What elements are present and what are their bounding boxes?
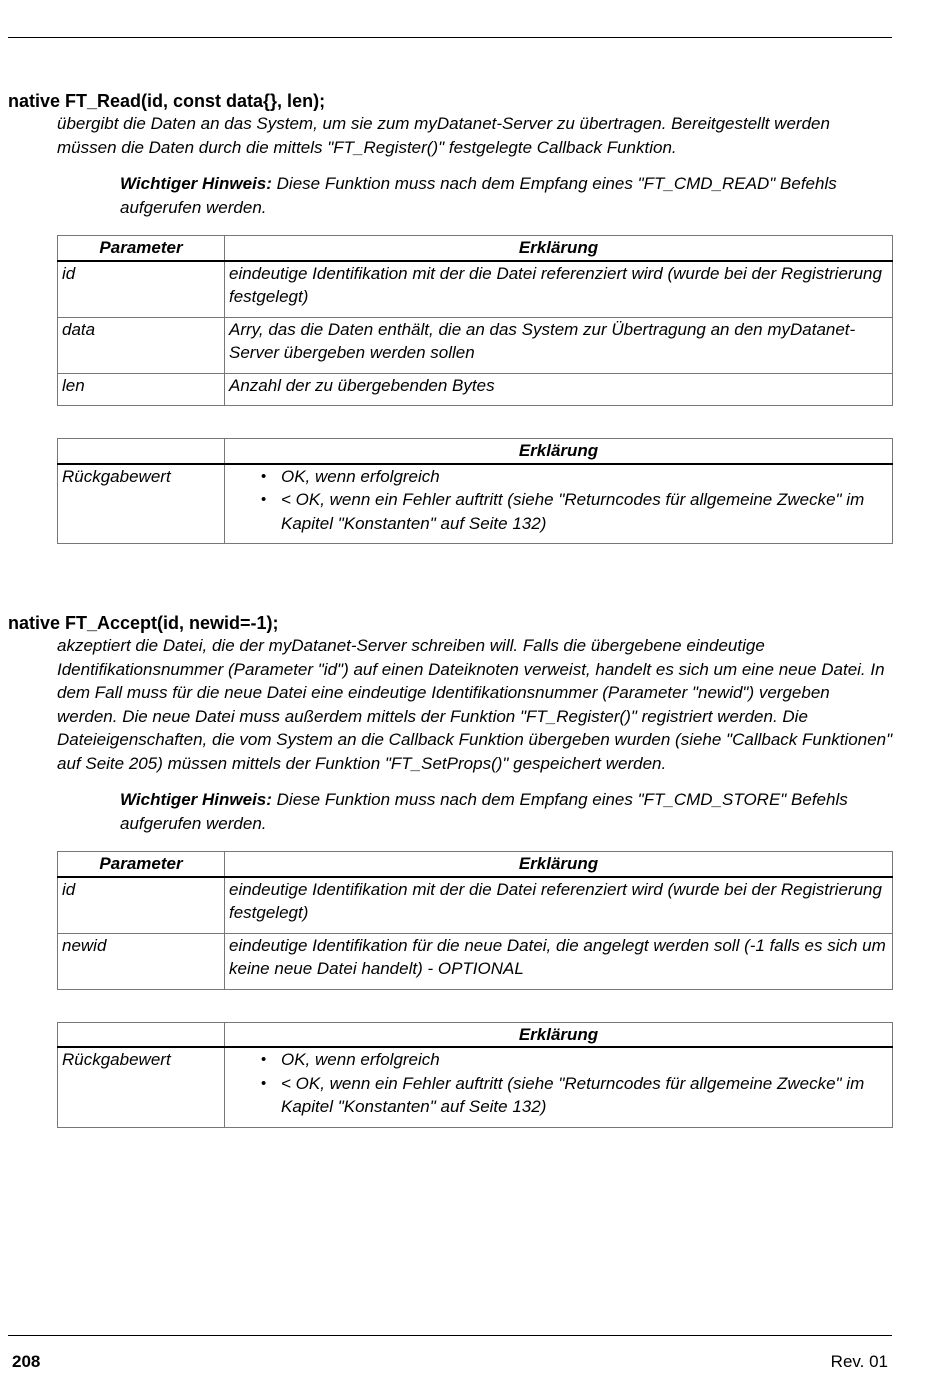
- return-label: Rückgabewert: [58, 464, 225, 544]
- list-item: • OK, wenn erfolgreich: [281, 1048, 888, 1072]
- param-description: eindeutige Identifikation für die neue Datei, die angelegt werden soll (-1 falls es sich um keine neue Datei handelt) - OPTIONAL: [225, 933, 893, 989]
- revision-label: Rev. 01: [830, 1352, 888, 1371]
- return-list: [229, 465, 888, 536]
- table-header-row: [58, 236, 893, 261]
- page-number: 208: [12, 1352, 41, 1371]
- list-item: • < OK, wenn ein Fehler auftritt (siehe "Returncodes für allgemeine Zwecke" im Kapitel "Konstanten" auf Seite 132): [281, 1072, 888, 1119]
- table-row: [58, 373, 893, 406]
- return-value-table: [57, 1022, 893, 1128]
- table-header-row: [58, 852, 893, 877]
- note-text: Diese Funktion muss nach dem Empfang eines "FT_CMD_READ" Befehls aufgerufen werden.: [120, 174, 837, 217]
- return-label: Rückgabewert: [58, 1047, 225, 1127]
- function-description: akzeptiert die Datei, die der myDatanet-Server schreiben will. Falls die übergebene eindeutige Identifikationsnummer (Parameter "id") auf einen Dateiknoten verweist, handelt es sich um eine neue Datei. In dem Fall muss für die neue Datei eine eindeutige Identifikationsnummer (Parameter "newid") vergeben werden. Die neue Datei muss außerdem mittels der Funktion "FT_Register()" registriert werden. Die Dateieigenschaften, die vom System an die Callback Funktion übergeben wurden (siehe "Callback Funktionen" auf Seite 205) müssen mittels der Funktion "FT_SetProps()" gespeichert werden.: [57, 636, 893, 773]
- footer-rule: [8, 1335, 892, 1336]
- table-row: [58, 261, 893, 318]
- important-note: [120, 788, 860, 835]
- explanation-column-header: Erklärung: [225, 439, 893, 464]
- function-description: übergibt die Daten an das System, um sie zum myDatanet-Server zu übertragen. Bereitgestellt werden müssen die Daten durch die mittels "FT_Register()" festgelegte Callback Funktion.: [57, 114, 830, 157]
- empty-header-cell: [58, 1022, 225, 1047]
- return-description: [225, 1047, 893, 1127]
- parameter-column-header: Parameter: [58, 236, 225, 261]
- function-section-ft-accept: [8, 612, 892, 1128]
- note-text: Diese Funktion muss nach dem Empfang eines "FT_CMD_STORE" Befehls aufgerufen werden.: [120, 790, 848, 833]
- header-rule: [8, 37, 892, 38]
- explanation-column-header: Erklärung: [225, 236, 893, 261]
- param-description: eindeutige Identifikation mit der die Datei referenziert wird (wurde bei der Registrierung festgelegt): [225, 877, 893, 934]
- param-name: len: [58, 373, 225, 406]
- table-row: [58, 933, 893, 989]
- return-value-table: [57, 438, 893, 544]
- parameter-column-header: Parameter: [58, 852, 225, 877]
- table-row: [58, 464, 893, 544]
- return-description: [225, 464, 893, 544]
- function-section-ft-read: [8, 90, 892, 544]
- param-description: Arry, das die Daten enthält, die an das System zur Übertragung an den myDatanet-Server übergeben werden sollen: [225, 317, 893, 373]
- table-row: [58, 317, 893, 373]
- param-name: id: [58, 877, 225, 934]
- empty-header-cell: [58, 439, 225, 464]
- function-signature: native FT_Accept(id, newid=-1);: [8, 613, 279, 633]
- function-signature: native FT_Read(id, const data{}, len);: [8, 91, 326, 111]
- parameter-table: [57, 851, 893, 990]
- list-item: • < OK, wenn ein Fehler auftritt (siehe "Returncodes für allgemeine Zwecke" im Kapitel "Konstanten" auf Seite 132): [281, 488, 888, 535]
- table-row: [58, 877, 893, 934]
- important-note: [120, 172, 860, 219]
- table-row: [58, 1047, 893, 1127]
- explanation-column-header: Erklärung: [225, 1022, 893, 1047]
- explanation-column-header: Erklärung: [225, 852, 893, 877]
- param-name: data: [58, 317, 225, 373]
- parameter-table: [57, 235, 893, 406]
- note-label: Wichtiger Hinweis:: [120, 174, 272, 193]
- param-description: Anzahl der zu übergebenden Bytes: [225, 373, 893, 406]
- table-header-row: [58, 439, 893, 464]
- table-header-row: [58, 1022, 893, 1047]
- param-description: eindeutige Identifikation mit der die Datei referenziert wird (wurde bei der Registrierung festgelegt): [225, 261, 893, 318]
- note-label: Wichtiger Hinweis:: [120, 790, 272, 809]
- param-name: newid: [58, 933, 225, 989]
- param-name: id: [58, 261, 225, 318]
- return-list: [229, 1048, 888, 1119]
- list-item: • OK, wenn erfolgreich: [281, 465, 888, 489]
